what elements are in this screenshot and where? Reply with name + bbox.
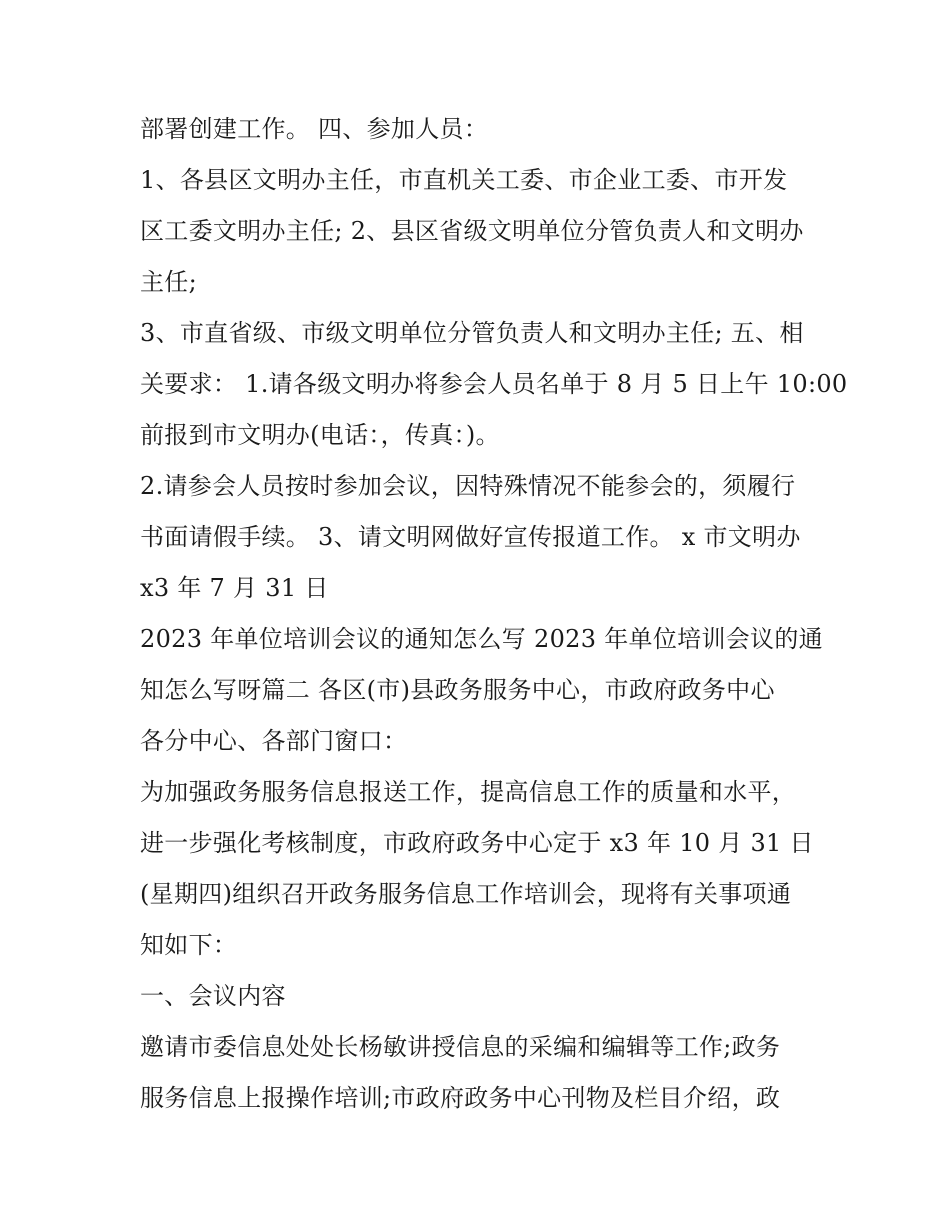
- text-line: 进一步强化考核制度，市政府政务中心定于 x3 年 10 月 31 日: [140, 829, 814, 857]
- text-line: 知怎么写呀篇二 各区(市)县政务服务中心，市政府政务中心: [140, 676, 775, 704]
- text-line: 邀请市委信息处处长杨敏讲授信息的采编和编辑等工作;政务: [140, 1033, 781, 1061]
- text-line: x3 年 7 月 31 日: [140, 574, 329, 602]
- text-line: 部署创建工作。 四、参加人员：: [140, 115, 489, 143]
- text-line: 服务信息上报操作培训;市政府政务中心刊物及栏目介绍，政: [140, 1084, 781, 1112]
- text-line: 书面请假手续。 3、请文明网做好宣传报道工作。 x 市文明办: [140, 523, 801, 551]
- document-body: [140, 104, 848, 1124]
- text-line: 为加强政务服务信息报送工作，提高信息工作的质量和水平，: [140, 778, 797, 806]
- section-heading: 一、会议内容: [140, 982, 286, 1010]
- text-line: 区工委文明办主任; 2、县区省级文明单位分管负责人和文明办: [140, 217, 804, 245]
- text-line: 主任;: [140, 268, 197, 296]
- text-line: 知如下：: [140, 931, 238, 959]
- text-line: 前报到市文明办(电话：，传真：)。: [140, 421, 500, 449]
- text-line: 2023 年单位培训会议的通知怎么写 2023 年单位培训会议的通: [140, 625, 823, 653]
- text-line: 1、各县区文明办主任，市直机关工委、市企业工委、市开发: [140, 166, 788, 194]
- text-line: 关要求： 1.请各级文明办将参会人员名单于 8 月 5 日上午 10:00: [140, 370, 848, 398]
- text-line: 各分中心、各部门窗口：: [140, 727, 408, 755]
- text-line: 3、市直省级、市级文明单位分管负责人和文明办主任; 五、相: [140, 319, 804, 347]
- text-line: (星期四)组织召开政务服务信息工作培训会，现将有关事项通: [140, 880, 792, 908]
- text-line: 2.请参会人员按时参加会议，因特殊情况不能参会的，须履行: [140, 472, 796, 500]
